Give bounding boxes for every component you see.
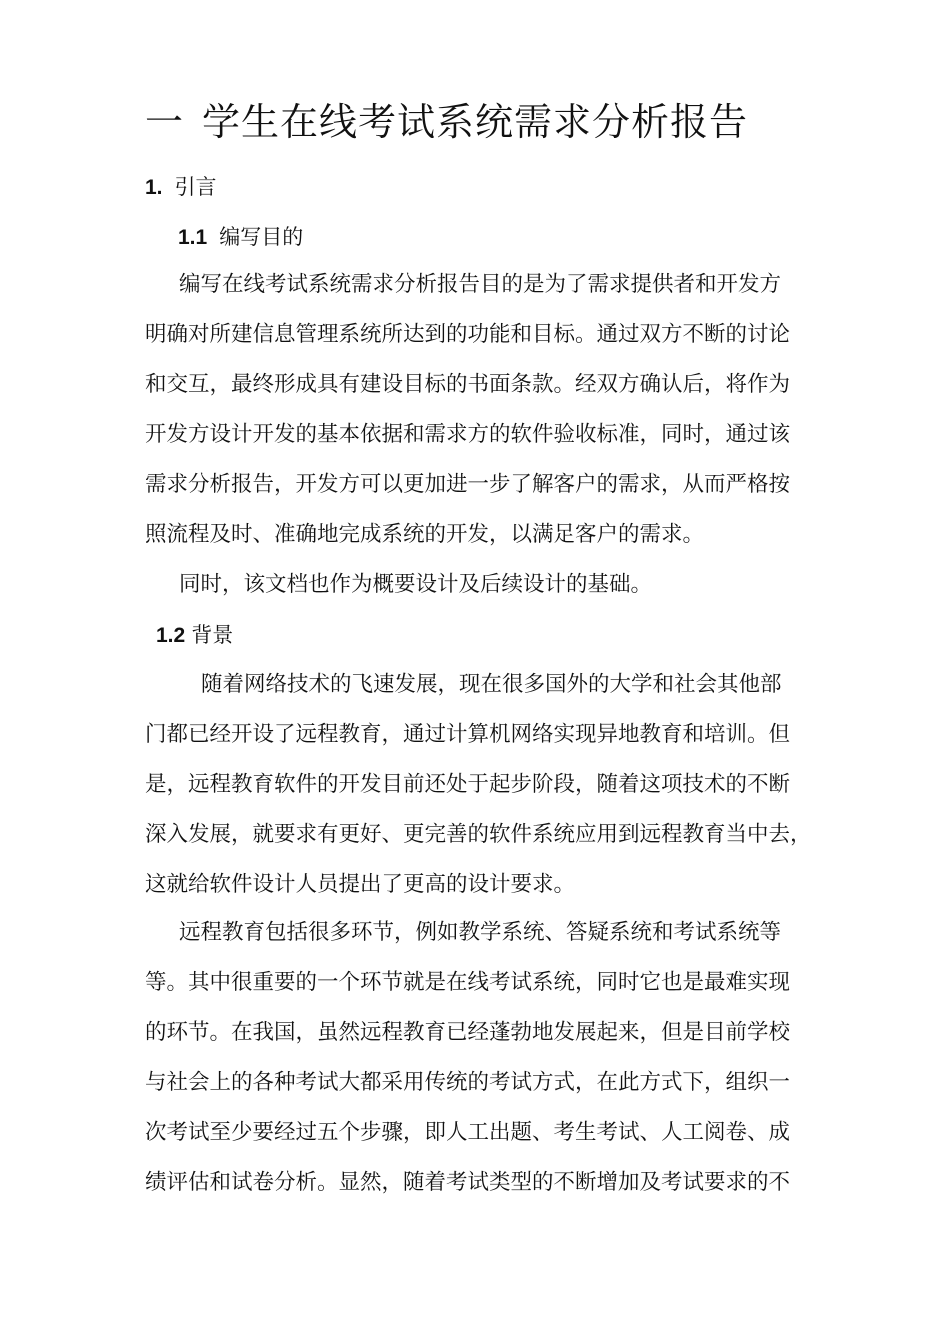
paragraph-line: 与社会上的各种考试大都采用传统的考试方式，在此方式下，组织一 <box>145 1070 791 1095</box>
paragraph-background <box>145 660 812 910</box>
subsection-number: 1.1 <box>178 226 208 249</box>
document-title <box>145 96 748 148</box>
subsection-heading-purpose <box>178 222 303 253</box>
paragraph-line: 编写在线考试系统需求分析报告目的是为了需求提供者和开发方 <box>179 272 782 297</box>
title-number: 一 <box>145 100 185 144</box>
paragraph-line: 需求分析报告，开发方可以更加进一步了解客户的需求，从而严格按 <box>145 472 791 497</box>
paragraph-line: 的环节。在我国，虽然远程教育已经蓬勃地发展起来，但是目前学校 <box>145 1020 791 1045</box>
paragraph-line: 开发方设计开发的基本依据和需求方的软件验收标准，同时，通过该 <box>145 422 791 447</box>
section-number: 1. <box>145 176 163 199</box>
paragraph-basis <box>145 560 807 610</box>
subsection-label: 背景 <box>191 623 234 647</box>
paragraph-line: 远程教育包括很多环节，例如教学系统、答疑系统和考试系统等 <box>179 920 782 945</box>
paragraph-remote-education <box>145 908 807 1208</box>
paragraph-line: 门都已经开设了远程教育，通过计算机网络实现异地教育和培训。但 <box>145 722 791 747</box>
paragraph-line: 和交互，最终形成具有建设目标的书面条款。经双方确认后，将作为 <box>145 372 791 397</box>
subsection-label: 编写目的 <box>219 225 304 249</box>
paragraph-line: 明确对所建信息管理系统所达到的功能和目标。通过双方不断的讨论 <box>145 322 791 347</box>
section-heading-intro <box>145 172 217 203</box>
subsection-heading-background <box>156 620 233 651</box>
subsection-number: 1.2 <box>156 624 186 647</box>
paragraph-purpose <box>145 260 807 560</box>
paragraph-line: 深入发展，就要求有更好、更完善的软件系统应用到远程教育当中去， <box>145 822 812 847</box>
paragraph-line: 是，远程教育软件的开发目前还处于起步阶段，随着这项技术的不断 <box>145 772 791 797</box>
paragraph-line: 随着网络技术的飞速发展，现在很多国外的大学和社会其他部 <box>201 672 782 697</box>
paragraph-line: 这就给软件设计人员提出了更高的设计要求。 <box>145 872 576 897</box>
section-label: 引言 <box>174 175 217 199</box>
paragraph-line: 次考试至少要经过五个步骤，即人工出题、考生考试、人工阅卷、成 <box>145 1120 791 1145</box>
paragraph-line: 等。其中很重要的一个环节就是在线考试系统，同时它也是最难实现 <box>145 970 791 995</box>
paragraph-line: 绩评估和试卷分析。显然，随着考试类型的不断增加及考试要求的不 <box>145 1170 791 1195</box>
paragraph-line: 照流程及时、准确地完成系统的开发，以满足客户的需求。 <box>145 522 705 547</box>
title-text: 学生在线考试系统需求分析报告 <box>202 100 749 144</box>
paragraph-line: 同时，该文档也作为概要设计及后续设计的基础。 <box>179 572 653 597</box>
